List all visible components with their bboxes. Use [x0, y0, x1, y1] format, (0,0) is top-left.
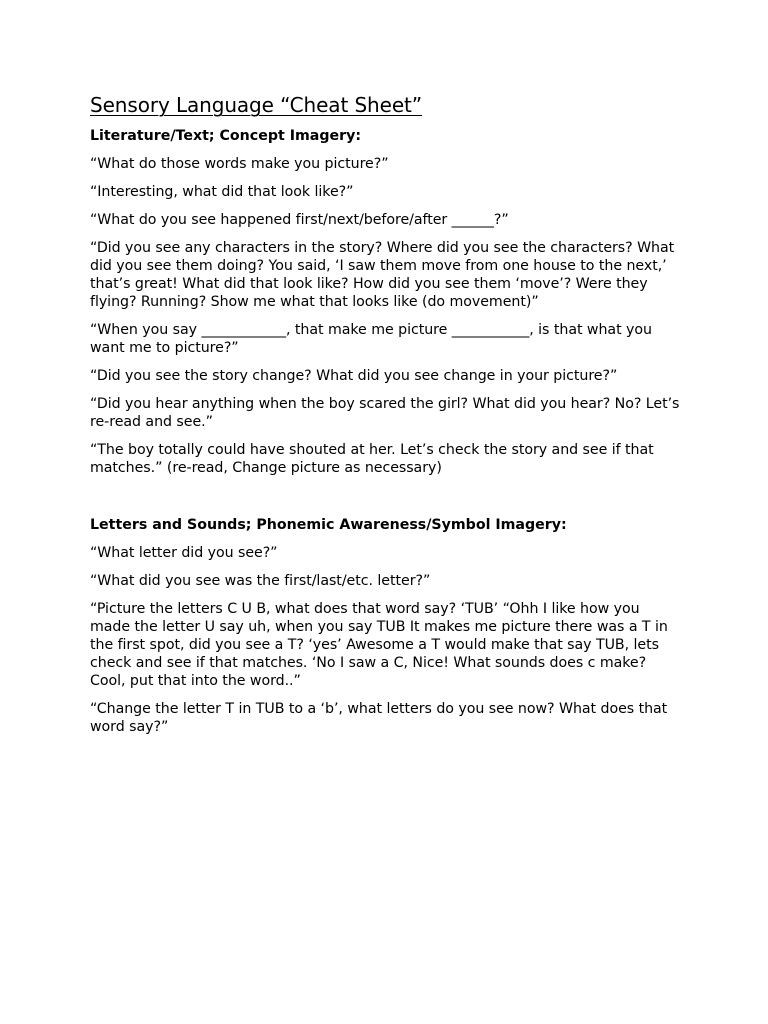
paragraph: “What did you see was the first/last/etc. letter?”: [90, 573, 431, 589]
section-symbol-imagery: [90, 516, 680, 736]
section-concept-imagery: [90, 127, 680, 477]
paragraph: “Did you hear anything when the boy scared the girl? What did you hear? No? Let’s re-read and see.”: [90, 396, 680, 430]
document-title: Sensory Language “Cheat Sheet”: [90, 93, 423, 117]
document-page: [90, 92, 680, 746]
paragraph: “What letter did you see?”: [90, 545, 278, 561]
paragraph: “Interesting, what did that look like?”: [90, 184, 354, 200]
paragraph: “Did you see the story change? What did you see change in your picture?”: [90, 368, 618, 384]
section-spacer: [90, 487, 680, 516]
paragraph: “When you say ____________, that make me picture ___________, is that what you want me to picture?”: [90, 322, 652, 356]
section-heading: Letters and Sounds; Phonemic Awareness/Symbol Imagery:: [90, 517, 567, 533]
paragraph: “What do those words make you picture?”: [90, 156, 389, 172]
section-heading: Literature/Text; Concept Imagery:: [90, 128, 362, 144]
paragraph: “Change the letter T in TUB to a ‘b’, what letters do you see now? What does that word say?”: [90, 701, 668, 735]
paragraph: “The boy totally could have shouted at her. Let’s check the story and see if that matches.” (re-read, Change picture as necessary): [90, 442, 654, 476]
paragraph: “What do you see happened first/next/before/after ______?”: [90, 212, 509, 228]
paragraph: “Picture the letters C U B, what does that word say? ‘TUB’ “Ohh I like how you made the letter U say uh, when you say TUB It makes me picture there was a T in the first spot, did you see a T? ‘yes’ Awesome a T would make that say TUB, lets check and see if that matches. ‘No I saw a C, Nice! What sounds does c make? Cool, put that into the word..”: [90, 601, 668, 689]
paragraph: “Did you see any characters in the story? Where did you see the characters? What did you see them doing? You said, ‘I saw them move from one house to the next,’ that’s great! What did that look like? How did you see them ‘move’? Were they flying? Running? Show me what that looks like (do movement)”: [90, 240, 675, 310]
